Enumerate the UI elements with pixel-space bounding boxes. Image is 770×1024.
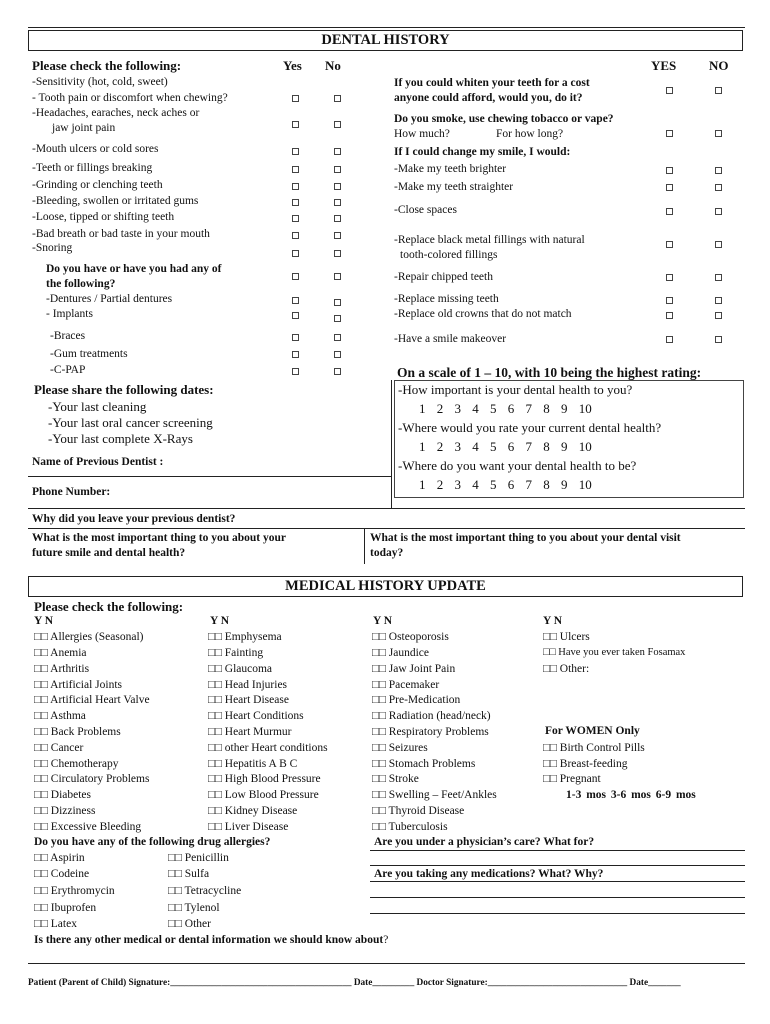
symptom-loose-teeth: -Loose, tipped or shifting teeth bbox=[32, 211, 175, 223]
no-checkbox[interactable] bbox=[715, 312, 722, 319]
condition-head-injuries[interactable]: □□ Head Injuries bbox=[208, 679, 288, 691]
symptom-tooth-pain: - Tooth pain or discomfort when chewing? bbox=[32, 92, 228, 104]
yes-checkbox[interactable] bbox=[666, 130, 673, 137]
no-checkbox[interactable] bbox=[715, 274, 722, 281]
condition-low-bp[interactable]: □□ Low Blood Pressure bbox=[208, 789, 319, 801]
yes-checkbox[interactable] bbox=[292, 166, 299, 173]
no-checkbox[interactable] bbox=[715, 241, 722, 248]
have-had-question: Do you have or have you had any of bbox=[46, 263, 222, 275]
answer-line[interactable] bbox=[370, 881, 745, 882]
yes-checkbox[interactable] bbox=[292, 95, 299, 102]
rating-scale-importance[interactable]: 1 2 3 4 5 6 7 8 9 10 bbox=[419, 401, 592, 416]
condition-circulatory[interactable]: □□ Circulatory Problems bbox=[34, 773, 150, 785]
condition-radiation[interactable]: □□ Radiation (head/neck) bbox=[372, 710, 491, 722]
condition-back-problems[interactable]: □□ Back Problems bbox=[34, 726, 121, 738]
important-visit-question-cont: today? bbox=[370, 547, 404, 559]
dental-check-heading: Please check the following: bbox=[32, 58, 182, 73]
condition-cancer[interactable]: □□ Cancer bbox=[34, 742, 84, 754]
divider bbox=[364, 528, 365, 564]
no-checkbox[interactable] bbox=[334, 148, 341, 155]
condition-artificial-heart-valve[interactable]: □□ Artificial Heart Valve bbox=[34, 694, 150, 706]
no-checkbox[interactable] bbox=[715, 167, 722, 174]
condition-liver-disease[interactable]: □□ Liver Disease bbox=[208, 821, 289, 833]
answer-line[interactable] bbox=[28, 963, 745, 964]
other-info-question-text: Is there any other medical or dental information we should know about bbox=[34, 934, 384, 946]
no-checkbox[interactable] bbox=[334, 95, 341, 102]
condition-pacemaker[interactable]: □□ Pacemaker bbox=[372, 679, 440, 691]
symptom-mouth-ulcers: -Mouth ulcers or cold sores bbox=[32, 143, 159, 155]
condition-jaw-joint-pain[interactable]: □□ Jaw Joint Pain bbox=[372, 663, 456, 675]
condition-chemotherapy[interactable]: □□ Chemotherapy bbox=[34, 758, 119, 770]
change-close-spaces: -Close spaces bbox=[394, 204, 457, 216]
change-old-crowns: -Replace old crowns that do not match bbox=[394, 308, 572, 320]
drug-erythromycin[interactable]: □□ Erythromycin bbox=[34, 885, 115, 897]
no-checkbox[interactable] bbox=[334, 166, 341, 173]
symptom-sensitivity: -Sensitivity (hot, cold, sweet) bbox=[32, 76, 168, 88]
yes-checkbox[interactable] bbox=[666, 312, 673, 319]
drug-codeine[interactable]: □□ Codeine bbox=[34, 868, 90, 880]
yes-checkbox[interactable] bbox=[292, 312, 299, 319]
scale-question-goal: -Where do you want your dental health to be? bbox=[398, 458, 637, 473]
yes-checkbox[interactable] bbox=[666, 87, 673, 94]
women-pregnant[interactable]: □□ Pregnant bbox=[543, 773, 601, 785]
yes-checkbox[interactable] bbox=[292, 250, 299, 257]
no-checkbox[interactable] bbox=[334, 273, 341, 280]
drug-sulfa[interactable]: □□ Sulfa bbox=[168, 868, 210, 880]
smoke-how-much: How much? bbox=[394, 128, 450, 140]
no-column-label: No bbox=[325, 58, 341, 73]
condition-asthma[interactable]: □□ Asthma bbox=[34, 710, 86, 722]
symptom-snoring: -Snoring bbox=[32, 242, 73, 254]
symptom-teeth-breaking: -Teeth or fillings breaking bbox=[32, 162, 153, 174]
answer-line[interactable] bbox=[370, 913, 745, 914]
condition-swelling[interactable]: □□ Swelling – Feet/Ankles bbox=[372, 789, 497, 801]
no-checkbox[interactable] bbox=[715, 297, 722, 304]
rule bbox=[28, 528, 745, 529]
item-gum-treatments: -Gum treatments bbox=[50, 348, 128, 360]
condition-other[interactable]: □□ Other: bbox=[543, 663, 590, 675]
no-checkbox[interactable] bbox=[715, 130, 722, 137]
condition-anemia[interactable]: □□ Anemia bbox=[34, 647, 87, 659]
no-column-label-right: NO bbox=[709, 58, 729, 73]
no-checkbox[interactable] bbox=[334, 299, 341, 306]
yes-checkbox[interactable] bbox=[292, 148, 299, 155]
yes-checkbox[interactable] bbox=[666, 274, 673, 281]
no-checkbox[interactable] bbox=[715, 208, 722, 215]
condition-other-heart[interactable]: □□ other Heart conditions bbox=[208, 742, 328, 754]
change-brighter: -Make my teeth brighter bbox=[394, 163, 507, 175]
scale-question-current: -Where would you rate your current dental health? bbox=[398, 420, 662, 435]
drug-allergy-question: Do you have any of the following drug allergies? bbox=[34, 836, 271, 848]
no-checkbox[interactable] bbox=[334, 183, 341, 190]
condition-heart-murmur[interactable]: □□ Heart Murmur bbox=[208, 726, 292, 738]
condition-hepatitis[interactable]: □□ Hepatitis A B C bbox=[208, 758, 298, 770]
important-visit-question: What is the most important thing to you about your dental visit bbox=[370, 532, 681, 544]
item-cpap: -C-PAP bbox=[50, 364, 86, 376]
condition-high-bp[interactable]: □□ High Blood Pressure bbox=[208, 773, 321, 785]
change-smile-makeover: -Have a smile makeover bbox=[394, 333, 507, 345]
condition-thyroid[interactable]: □□ Thyroid Disease bbox=[372, 805, 465, 817]
no-checkbox[interactable] bbox=[334, 351, 341, 358]
yn-label: Y N bbox=[373, 615, 393, 627]
yes-column-label-right: YES bbox=[651, 58, 677, 73]
medical-history-title: MEDICAL HISTORY UPDATE bbox=[28, 576, 743, 597]
women-birth-control[interactable]: □□ Birth Control Pills bbox=[543, 742, 645, 754]
divider bbox=[391, 380, 392, 508]
yes-checkbox[interactable] bbox=[292, 334, 299, 341]
rule bbox=[28, 476, 392, 477]
drug-other[interactable]: □□ Other bbox=[168, 918, 211, 930]
yes-checkbox[interactable] bbox=[666, 336, 673, 343]
no-checkbox[interactable] bbox=[334, 315, 341, 322]
change-missing-teeth: -Replace missing teeth bbox=[394, 293, 499, 305]
no-checkbox[interactable] bbox=[715, 87, 722, 94]
no-checkbox[interactable] bbox=[715, 336, 722, 343]
women-only-heading: For WOMEN Only bbox=[545, 725, 640, 737]
scale-question-importance: -How important is your dental health to you? bbox=[398, 382, 633, 397]
change-smile-heading: If I could change my smile, I would: bbox=[394, 146, 571, 158]
drug-aspirin[interactable]: □□ Aspirin bbox=[34, 852, 85, 864]
phone-label: Phone Number: bbox=[32, 486, 111, 498]
no-checkbox[interactable] bbox=[334, 215, 341, 222]
symptom-headaches: -Headaches, earaches, neck aches or bbox=[32, 107, 200, 119]
condition-allergies[interactable]: □□ Allergies (Seasonal) bbox=[34, 631, 144, 643]
medical-check-heading: Please check the following: bbox=[34, 599, 184, 614]
condition-glaucoma[interactable]: □□ Glaucoma bbox=[208, 663, 273, 675]
symptom-grinding: -Grinding or clenching teeth bbox=[32, 179, 163, 191]
physician-care-question: Are you under a physician’s care? What for? bbox=[374, 836, 595, 848]
drug-ibuprofen[interactable]: □□ Ibuprofen bbox=[34, 902, 97, 914]
condition-emphysema[interactable]: □□ Emphysema bbox=[208, 631, 282, 643]
rating-scale-current[interactable]: 1 2 3 4 5 6 7 8 9 10 bbox=[419, 439, 592, 454]
yes-checkbox[interactable] bbox=[292, 121, 299, 128]
last-xrays: -Your last complete X-Rays bbox=[48, 431, 193, 446]
smoke-how-long: For how long? bbox=[496, 128, 564, 140]
condition-artificial-joints[interactable]: □□ Artificial Joints bbox=[34, 679, 122, 691]
drug-tetracycline[interactable]: □□ Tetracycline bbox=[168, 885, 242, 897]
yes-checkbox[interactable] bbox=[292, 183, 299, 190]
dates-heading: Please share the following dates: bbox=[34, 382, 214, 397]
no-checkbox[interactable] bbox=[715, 184, 722, 191]
condition-jaundice[interactable]: □□ Jaundice bbox=[372, 647, 430, 659]
condition-pre-medication[interactable]: □□ Pre-Medication bbox=[372, 694, 461, 706]
rule bbox=[28, 508, 745, 509]
no-checkbox[interactable] bbox=[334, 250, 341, 257]
condition-dizziness[interactable]: □□ Dizziness bbox=[34, 805, 96, 817]
symptom-bad-breath: -Bad breath or bad taste in your mouth bbox=[32, 228, 210, 240]
condition-fosamax[interactable]: □□ Have you ever taken Fosamax bbox=[543, 647, 686, 658]
yes-column-label: Yes bbox=[283, 58, 302, 73]
yes-checkbox[interactable] bbox=[292, 297, 299, 304]
why-leave-question: Why did you leave your previous dentist? bbox=[32, 513, 236, 525]
drug-tylenol[interactable]: □□ Tylenol bbox=[168, 902, 220, 914]
signature-line[interactable]: Patient (Parent of Child) Signature:_______________________________________ Date_________ Doctor Signature:______________________________ Date_______ bbox=[28, 978, 681, 988]
top-rule bbox=[28, 27, 745, 28]
yes-checkbox[interactable] bbox=[666, 184, 673, 191]
pregnancy-ranges[interactable]: 1-3 mos 3-6 mos 6-9 mos bbox=[566, 789, 696, 801]
yes-checkbox[interactable] bbox=[666, 297, 673, 304]
no-checkbox[interactable] bbox=[334, 121, 341, 128]
symptom-bleeding-gums: -Bleeding, swollen or irritated gums bbox=[32, 195, 199, 207]
have-had-question-cont: the following? bbox=[46, 278, 116, 290]
whiten-question: If you could whiten your teeth for a cost bbox=[394, 77, 590, 89]
yes-checkbox[interactable] bbox=[292, 273, 299, 280]
yes-checkbox[interactable] bbox=[666, 241, 673, 248]
smoke-question: Do you smoke, use chewing tobacco or vape? bbox=[394, 113, 614, 125]
change-replace-fillings-cont: tooth-colored fillings bbox=[400, 249, 498, 261]
important-smile-question-cont: future smile and dental health? bbox=[32, 547, 186, 559]
change-replace-fillings: -Replace black metal fillings with natural bbox=[394, 234, 585, 246]
yes-checkbox[interactable] bbox=[666, 167, 673, 174]
condition-diabetes[interactable]: □□ Diabetes bbox=[34, 789, 92, 801]
answer-line[interactable] bbox=[370, 850, 745, 851]
yes-checkbox[interactable] bbox=[292, 215, 299, 222]
yes-checkbox[interactable] bbox=[666, 208, 673, 215]
yes-checkbox[interactable] bbox=[292, 351, 299, 358]
rating-scale-goal[interactable]: 1 2 3 4 5 6 7 8 9 10 bbox=[419, 477, 592, 492]
condition-arthritis[interactable]: □□ Arthritis bbox=[34, 663, 90, 675]
dental-history-title: DENTAL HISTORY bbox=[28, 30, 743, 51]
other-info-question-mark: ? bbox=[383, 934, 389, 946]
condition-excessive-bleeding[interactable]: □□ Excessive Bleeding bbox=[34, 821, 142, 833]
scale-heading: On a scale of 1 – 10, with 10 being the highest rating: bbox=[397, 365, 702, 380]
other-info-question bbox=[34, 934, 388, 946]
no-checkbox[interactable] bbox=[334, 334, 341, 341]
whiten-question-cont: anyone could afford, would you, do it? bbox=[394, 92, 583, 104]
item-implants: - Implants bbox=[46, 308, 93, 320]
women-breast-feeding[interactable]: □□ Breast-feeding bbox=[543, 758, 628, 770]
no-checkbox[interactable] bbox=[334, 199, 341, 206]
no-checkbox[interactable] bbox=[334, 232, 341, 239]
last-oral-cancer-screening: -Your last oral cancer screening bbox=[48, 415, 213, 430]
no-checkbox[interactable] bbox=[334, 368, 341, 375]
condition-ulcers[interactable]: □□ Ulcers bbox=[543, 631, 590, 643]
answer-line[interactable] bbox=[370, 865, 745, 866]
item-braces: -Braces bbox=[50, 330, 86, 342]
change-repair-chipped: -Repair chipped teeth bbox=[394, 271, 493, 283]
item-dentures: -Dentures / Partial dentures bbox=[46, 293, 173, 305]
condition-osteoporosis[interactable]: □□ Osteoporosis bbox=[372, 631, 449, 643]
yes-checkbox[interactable] bbox=[292, 232, 299, 239]
answer-line[interactable] bbox=[370, 897, 745, 898]
yn-label: Y N bbox=[210, 615, 230, 627]
condition-stomach[interactable]: □□ Stomach Problems bbox=[372, 758, 476, 770]
condition-heart-conditions[interactable]: □□ Heart Conditions bbox=[208, 710, 304, 722]
drug-penicillin[interactable]: □□ Penicillin bbox=[168, 852, 229, 864]
drug-latex[interactable]: □□ Latex bbox=[34, 918, 77, 930]
important-smile-question: What is the most important thing to you about your bbox=[32, 532, 286, 544]
yes-checkbox[interactable] bbox=[292, 199, 299, 206]
condition-seizures[interactable]: □□ Seizures bbox=[372, 742, 428, 754]
condition-tuberculosis[interactable]: □□ Tuberculosis bbox=[372, 821, 448, 833]
condition-heart-disease[interactable]: □□ Heart Disease bbox=[208, 694, 289, 706]
yn-label: Y N bbox=[543, 615, 563, 627]
change-straighter: -Make my teeth straighter bbox=[394, 181, 514, 193]
condition-fainting[interactable]: □□ Fainting bbox=[208, 647, 264, 659]
medications-question: Are you taking any medications? What? Why? bbox=[374, 868, 604, 880]
yn-label: Y N bbox=[34, 615, 54, 627]
condition-stroke[interactable]: □□ Stroke bbox=[372, 773, 419, 785]
condition-kidney-disease[interactable]: □□ Kidney Disease bbox=[208, 805, 298, 817]
previous-dentist-label: Name of Previous Dentist : bbox=[32, 456, 164, 468]
last-cleaning: -Your last cleaning bbox=[48, 399, 147, 414]
symptom-jaw-pain: jaw joint pain bbox=[52, 122, 116, 134]
condition-respiratory[interactable]: □□ Respiratory Problems bbox=[372, 726, 489, 738]
yes-checkbox[interactable] bbox=[292, 368, 299, 375]
